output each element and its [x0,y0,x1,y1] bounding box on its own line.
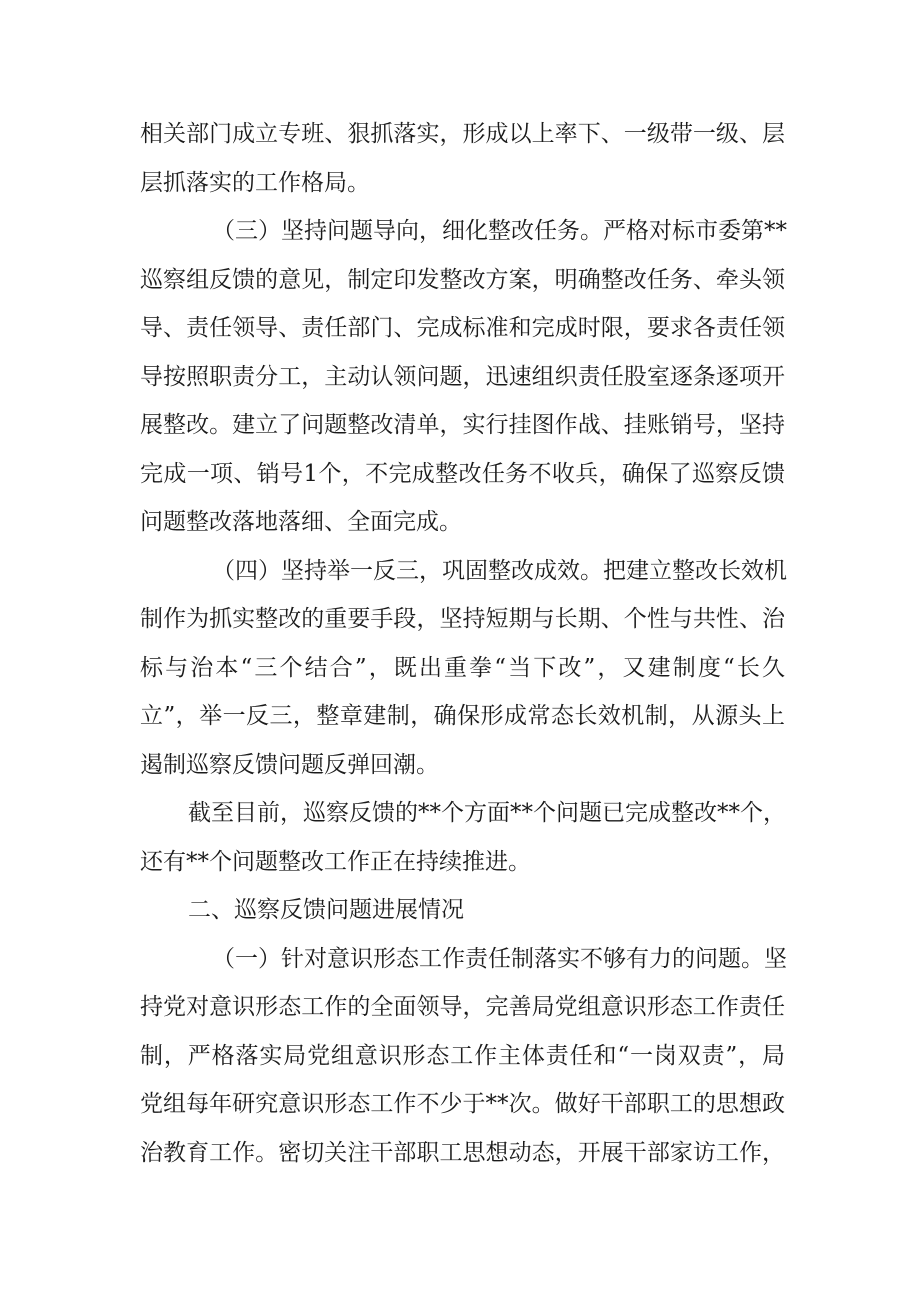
paragraph-line: 展整改。建立了问题整改清单，实行挂图作战、挂账销号，坚持 [140,412,785,438]
paragraph-line: 层抓落实的工作格局。 [140,169,370,196]
paragraph-line: 党组每年研究意识形态工作不少于**次。做好干部职工的思想政 [140,1091,785,1117]
paragraph-line: 导按照职责分工，主动认领问题，迅速组织责任股室逐条逐项开 [140,363,785,390]
section-heading-line: （一）针对意识形态工作责任制落实不够有力的问题。坚 [212,945,787,972]
paragraph-line: 还有**个问题整改工作正在持续推进。 [140,848,531,875]
paragraph-line: 遏制巡察反馈问题反弹回潮。 [140,751,439,778]
paragraph-line: 巡察组反馈的意见，制定印发整改方案，明确整改任务、牵头领 [140,266,785,293]
paragraph-line: 立”，举一反三，整章建制，确保形成常态长效机制，从源头上 [140,703,785,729]
paragraph-line: 相关部门成立专班、狠抓落实，形成以上率下、一级带一级、层 [140,121,785,147]
section-heading-line: （三）坚持问题导向，细化整改任务。严格对标市委第** [212,218,787,244]
paragraph-line: 持党对意识形态工作的全面领导，完善局党组意识形态工作责任 [140,994,785,1020]
paragraph-line: 问题整改落地落细、全面完成。 [140,509,462,535]
section-heading-line: （四）坚持举一反三，巩固整改成效。把建立整改长效机 [212,557,787,584]
paragraph-line: 标与治本“三个结合”，既出重拳“当下改”，又建制度“长久 [140,654,785,681]
paragraph-line: 导、责任领导、责任部门、完成标准和完成时限，要求各责任领 [140,315,785,341]
summary-line: 截至目前，巡察反馈的**个方面**个问题已完成整改**个， [188,800,786,826]
paragraph-line: 制，严格落实局党组意识形态工作主体责任和“一岗双责”，局 [140,1042,785,1069]
document-body [140,110,785,1177]
paragraph-line: 治教育工作。密切关注干部职工思想动态，开展干部家访工作， [140,1139,785,1166]
paragraph-line: 完成一项、销号1个，不完成整改任务不收兵，确保了巡察反馈 [140,460,785,487]
chapter-heading: 二、巡察反馈问题进展情况 [188,897,464,923]
paragraph-line: 制作为抓实整改的重要手段，坚持短期与长期、个性与共性、治 [140,606,785,632]
